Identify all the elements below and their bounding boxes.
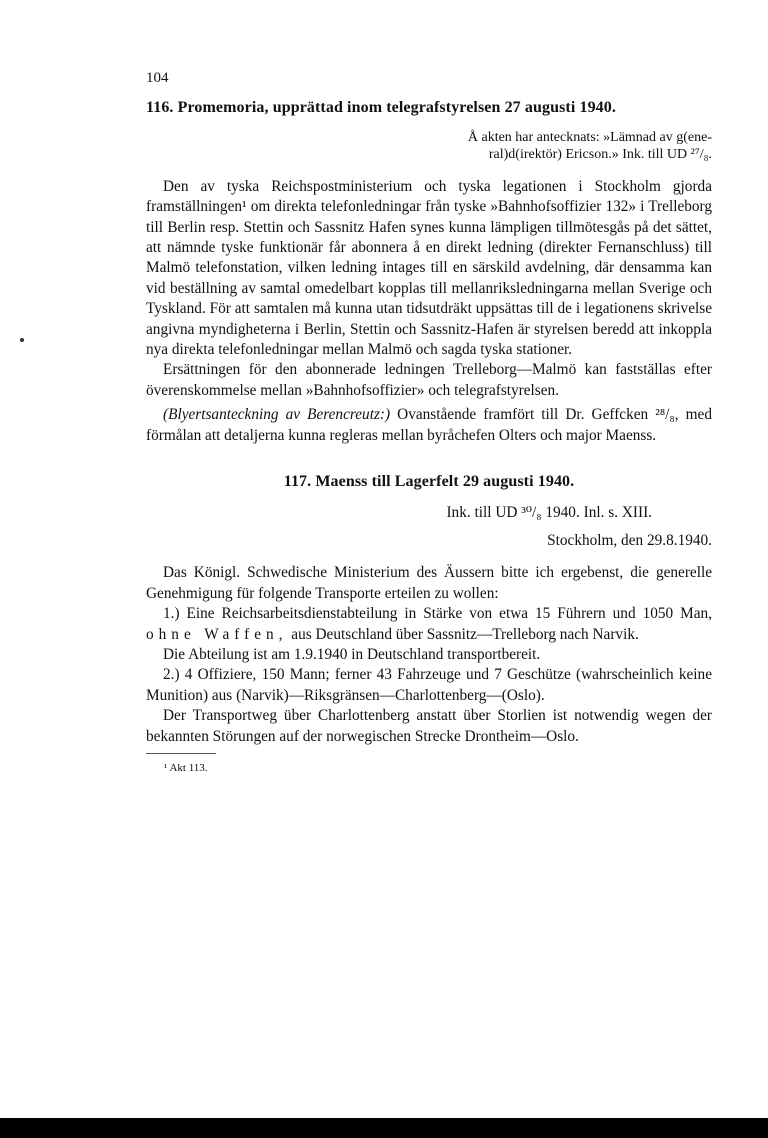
doc117-item-2: 2.) 4 Offiziere, 150 Mann; ferner 43 Fahrzeuge und 7 Geschütze (wahrscheinlich keine Munition) aus (Narvik)—Riksgränsen—Charlottenberg—(Oslo). [146, 666, 712, 704]
doc116-paragraph-2: Ersättningen för den abonnerade ledningen Trelleborg—Malmö kan fastställas efter överenskommelse mellan »Bahnhofsoffizier» och telegrafstyrelsen. [146, 361, 712, 399]
doc116-paragraph-1: Den av tyska Reichspostministerium och tyska legationen i Stockholm gjorda framställningen¹ om direkta telefonledningar från tyske »Bahnhofsoffizier 132» i Trelleborg till Berlin resp. Stettin och Sassnitz Hafen synes kunna lämpligen tillmötesgås på det sättet, att nämnde tyske funktionär får abonnera å en direkt ledning (direkter Fernanschluss) till Malmö telefonstation, vilken ledning intages till en särskild avdelning, där densamma kan vid beställning av samtal omedelbart kopplas till mellanriksledningarna mellan Sverige och Tyskland. För att samtalen må kunna utan tidsutdräkt uppsättas till de i legationens skrivelse angivna myndigheterna i Berlin, Stettin och Sassnitz-Hafen är styrelsen beredd att inkoppla nya direkta telefonledningar mellan Malmö och sagda tyska stationer. [146, 177, 712, 359]
doc117-reference: Ink. till UD ³⁰/₈ 1940. Inl. s. XIII. [446, 503, 652, 521]
doc117-paragraph-1: Das Königl. Schwedische Ministerium des Äussern bitte ich ergebenst, die generelle Genehmigung für folgende Transporte erteilen zu wollen: [146, 564, 712, 602]
footnote-divider [146, 753, 216, 754]
doc117-title: 117. Maenss till Lagerfelt 29 augusti 1940. [283, 473, 575, 491]
footnote: ¹ Akt 113. [164, 761, 208, 774]
doc117-route-paragraph: Der Transportweg über Charlottenberg anstatt über Storlien ist notwendig wegen der bekannten Störungen auf der norwegischen Strecke Drontheim—Oslo. [146, 707, 712, 745]
item1-text-b: aus Deutschland über Sassnitz—Trelleborg nach Narvik. [287, 625, 639, 643]
document-page [146, 68, 712, 778]
doc116-note-line2: ral)d(irektör) Ericson.» Ink. till UD ²⁷/₈. [488, 146, 712, 162]
pencil-annotation-label: (Blyertsanteckning av Berencreutz:) [163, 406, 391, 424]
doc116-title: 116. Promemoria, upprättad inom telegrafstyrelsen 27 augusti 1940. [146, 99, 616, 117]
page-number: 104 [146, 70, 169, 86]
doc116-archive-note [146, 129, 712, 163]
doc116-note-line1: Å akten har antecknats: »Lämnad av g(ene- [467, 129, 712, 145]
margin-mark [20, 338, 24, 342]
item1-spaced-text: ohne Waffen, [146, 625, 288, 643]
doc117-place-date: Stockholm, den 29.8.1940. [547, 531, 712, 549]
item1-text-a: 1.) Eine Reichsarbeitsdienstabteilung in Stärke von etwa 15 Führern und 1050 Man, [163, 605, 712, 623]
pencil-annotation-text: Ovanstående framfört till Dr. Geffcken ²⁸/₈, med förmålan att detaljerna kunna regleras mellan byråchefen Olters och major Maenss. [146, 406, 712, 444]
doc117-item-1 [146, 604, 712, 645]
doc116-paragraph-3 [146, 405, 712, 446]
scan-border [0, 1118, 768, 1138]
doc117-ready-paragraph: Die Abteilung ist am 1.9.1940 in Deutschland transportbereit. [163, 645, 541, 663]
